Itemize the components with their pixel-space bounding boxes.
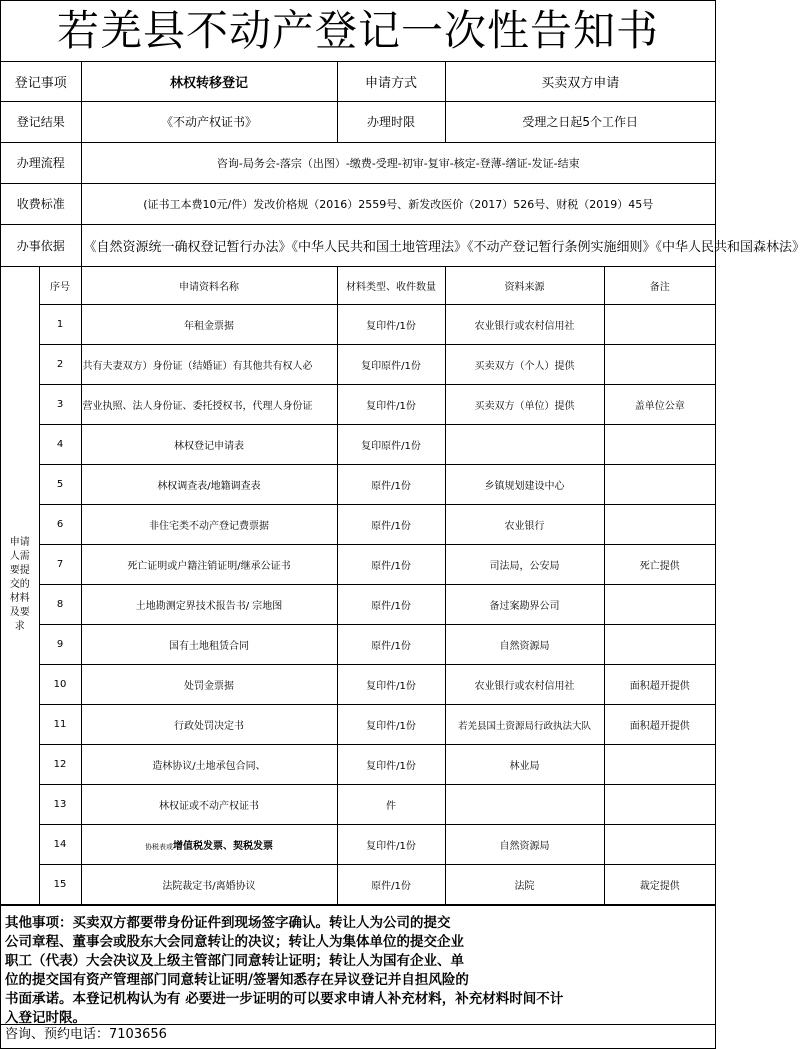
table-row	[1, 585, 715, 625]
material-source: 农业银行	[445, 505, 604, 545]
material-name: 土地勘测定界技术报告书/ 宗地图	[81, 585, 337, 625]
material-name: 年租金票据	[81, 305, 337, 345]
material-name: 林权证或不动产权证书	[81, 785, 337, 825]
materials-side-label: 申请人需要提交的材料及要求	[1, 267, 39, 905]
material-source: 买卖双方（个人）提供	[445, 345, 604, 385]
material-note: 死亡提供	[604, 545, 715, 585]
process-label: 办理流程	[1, 142, 81, 183]
material-source: 司法局，公安局	[445, 545, 604, 585]
row-number: 13	[39, 785, 81, 825]
result-label: 登记结果	[1, 101, 81, 142]
material-name: 死亡证明或户籍注销证明/继承公证书	[81, 545, 337, 585]
material-source: 若羌县国土资源局行政执法大队	[445, 705, 604, 745]
material-name-bold: 增值税发票、契税发票	[173, 841, 273, 852]
column-header: 资料来源	[445, 267, 604, 305]
material-name: 共有夫妻双方）身份证（结婚证）有其他共有权人必	[81, 345, 337, 385]
material-type: 件	[337, 785, 445, 825]
row-number: 10	[39, 665, 81, 705]
material-note	[604, 425, 715, 465]
document-title: 若羌县不动产登记一次性告知书	[1, 1, 715, 62]
row-number: 6	[39, 505, 81, 545]
material-type: 原件/1份	[337, 625, 445, 665]
process-value: 咨询-局务会-落宗（出图）-缴费-受理-初审-复审-核定-登薄-缮证-发证-结束	[81, 142, 715, 183]
result-value: 《不动产权证书》	[81, 101, 337, 142]
material-source: 买卖双方（单位）提供	[445, 385, 604, 425]
material-name: 造林协议/土地承包合同、	[81, 745, 337, 785]
material-source	[445, 785, 604, 825]
material-note	[604, 745, 715, 785]
consult-phone: 咨询、预约电话：7103656	[1, 1024, 715, 1045]
column-header: 序号	[39, 267, 81, 305]
row-number: 12	[39, 745, 81, 785]
material-name: 国有土地租赁合同	[81, 625, 337, 665]
material-name-prefix: 协税表或	[145, 843, 173, 851]
row-number: 7	[39, 545, 81, 585]
material-name: 法院裁定书/离婚协议	[81, 865, 337, 905]
table-row	[1, 625, 715, 665]
material-name: 处罚金票据	[81, 665, 337, 705]
other-matters-note: 其他事项：买卖双方都要带身份证件到现场签字确认。转让人为公司的提交 公司章程、董事会或股东大会同意转让的决议；转让人为集体单位的提交企业 职工（代表）大会决议及上级主管部门同意转让证明；转让人为国有企业、单 位的提交国有资产管理部门同意转让证明/签署知悉存在异议登记并自担风险的 书面承诺。本登记机构认为有 必要进一步证明的可以要求申请人补充材料，补充材料时间不计 入登记时限。	[1, 905, 715, 1024]
row-number: 2	[39, 345, 81, 385]
material-note: 裁定提供	[604, 865, 715, 905]
row-number: 3	[39, 385, 81, 425]
material-source: 自然资源局	[445, 825, 604, 865]
table-row	[1, 665, 715, 705]
table-row	[1, 745, 715, 785]
material-note	[604, 345, 715, 385]
material-type: 复印件/1份	[337, 745, 445, 785]
material-type: 复印原件/1份	[337, 345, 445, 385]
material-source: 备过案勘界公司	[445, 585, 604, 625]
apply-method-label: 申请方式	[337, 62, 445, 101]
column-header: 材料类型、收件数量	[337, 267, 445, 305]
apply-method-value: 买卖双方申请	[445, 62, 715, 101]
row-number: 1	[39, 305, 81, 345]
table-row	[1, 305, 715, 345]
material-note	[604, 305, 715, 345]
table-row	[1, 385, 715, 425]
material-type: 原件/1份	[337, 465, 445, 505]
table-row	[1, 465, 715, 505]
time-limit-label: 办理时限	[337, 101, 445, 142]
material-note	[604, 505, 715, 545]
table-row	[1, 345, 715, 385]
basis-label: 办事依据	[1, 224, 81, 266]
table-row	[1, 425, 715, 465]
fee-label: 收费标准	[1, 183, 81, 224]
material-source	[445, 425, 604, 465]
material-type: 原件/1份	[337, 545, 445, 585]
row-number: 4	[39, 425, 81, 465]
row-number: 5	[39, 465, 81, 505]
time-limit-value: 受理之日起5个工作日	[445, 101, 715, 142]
row-number: 11	[39, 705, 81, 745]
material-type: 复印原件/1份	[337, 425, 445, 465]
material-name: 林权登记申请表	[81, 425, 337, 465]
material-type: 原件/1份	[337, 865, 445, 905]
material-type: 复印件/1份	[337, 705, 445, 745]
material-type: 复印件/1份	[337, 825, 445, 865]
table-row	[1, 705, 715, 745]
material-note	[604, 585, 715, 625]
item-value: 林权转移登记	[81, 62, 337, 101]
material-name: 非住宅类不动产登记费票据	[81, 505, 337, 545]
fee-value: (证书工本费10元/件）发改价格规（2016）2559号、新发改医价（2017）526号、财税（2019）45号	[81, 183, 715, 224]
row-number: 15	[39, 865, 81, 905]
material-note	[604, 785, 715, 825]
material-type: 原件/1份	[337, 505, 445, 545]
column-header: 申请资料名称	[81, 267, 337, 305]
basis-value: 《自然资源统一确权登记暂行办法》《中华人民共和国土地管理法》《不动产登记暂行条例实施细则》《中华人民共和国森林法》	[81, 224, 715, 266]
material-type: 原件/1份	[337, 585, 445, 625]
material-source: 农业银行或农村信用社	[445, 305, 604, 345]
material-note	[604, 625, 715, 665]
table-row	[1, 785, 715, 825]
material-type: 复印件/1份	[337, 665, 445, 705]
row-number: 9	[39, 625, 81, 665]
material-name	[81, 825, 337, 865]
material-name: 林权调查表/地籍调查表	[81, 465, 337, 505]
material-name: 行政处罚决定书	[81, 705, 337, 745]
table-row	[1, 505, 715, 545]
material-source: 林业局	[445, 745, 604, 785]
material-note: 面积超开提供	[604, 705, 715, 745]
material-source: 法院	[445, 865, 604, 905]
material-note	[604, 825, 715, 865]
material-type: 复印件/1份	[337, 305, 445, 345]
materials-table	[1, 267, 715, 906]
material-note	[604, 465, 715, 505]
registration-info-table	[1, 62, 805, 267]
material-note: 面积超开提供	[604, 665, 715, 705]
table-row	[1, 825, 715, 865]
table-row	[1, 545, 715, 585]
materials-header-row	[1, 267, 715, 305]
material-note: 盖单位公章	[604, 385, 715, 425]
column-header: 备注	[604, 267, 715, 305]
material-source: 自然资源局	[445, 625, 604, 665]
material-source: 农业银行或农村信用社	[445, 665, 604, 705]
material-name: 营业执照、法人身份证、委托授权书，代理人身份证	[81, 385, 337, 425]
material-source: 乡镇规划建设中心	[445, 465, 604, 505]
item-label: 登记事项	[1, 62, 81, 101]
material-type: 复印件/1份	[337, 385, 445, 425]
row-number: 14	[39, 825, 81, 865]
row-number: 8	[39, 585, 81, 625]
table-row	[1, 865, 715, 905]
